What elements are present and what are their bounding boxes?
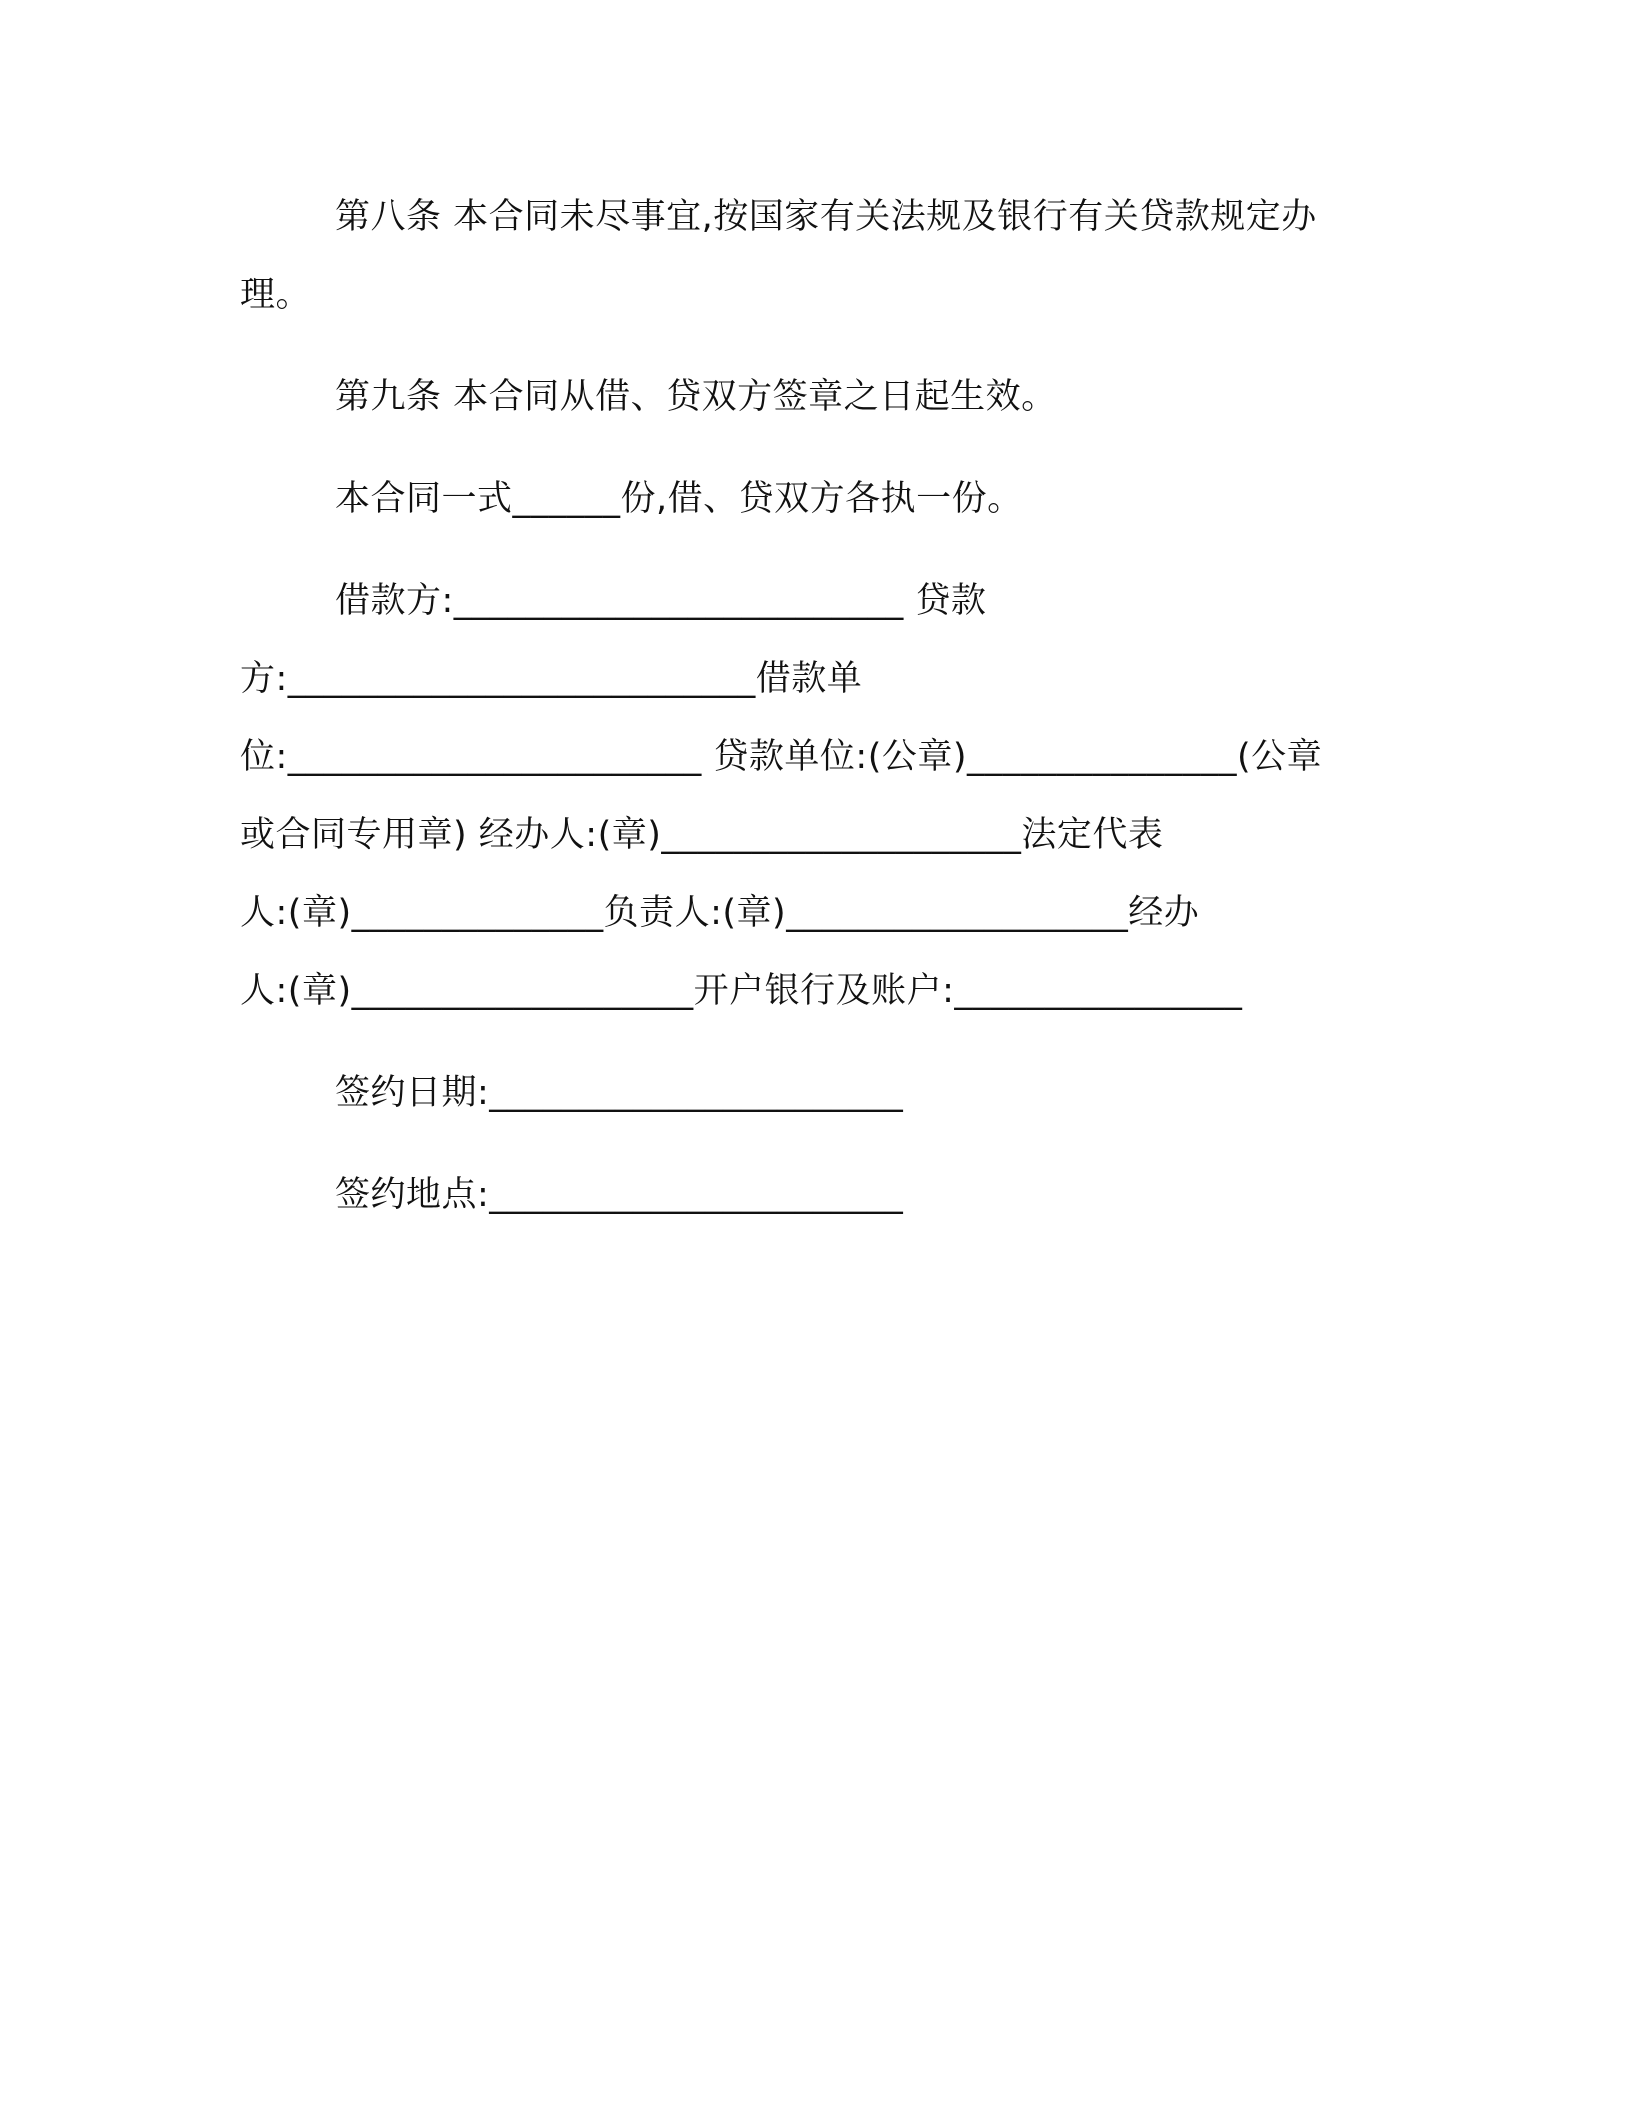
article-8-line-1: 第八条 本合同未尽事宜,按国家有关法规及银行有关贷款规定办: [335, 197, 1317, 237]
copies-clause: 本合同一式______份,借、贷双方各执一份。: [335, 479, 1023, 519]
signing-place-line: 签约地点:_______________________: [335, 1175, 904, 1215]
article-8-line-2: 理。: [240, 275, 312, 315]
handler-bank-line: 人:(章)___________________开户银行及账户:________________: [240, 971, 1243, 1011]
legal-rep-line: 人:(章)______________负责人:(章)___________________经办: [240, 893, 1200, 933]
seal-handler-line: 或合同专用章) 经办人:(章)____________________法定代表: [240, 815, 1164, 855]
borrower-line: 借款方:_________________________ 贷款: [335, 581, 987, 621]
contract-body: [240, 178, 1390, 1234]
lender-line: 方:__________________________借款单: [240, 659, 863, 699]
article-9: 第九条 本合同从借、贷双方签章之日起生效。: [335, 377, 1057, 417]
signing-date-line: 签约日期:_______________________: [335, 1073, 904, 1113]
borrower-unit-line: 位:_______________________ 贷款单位:(公章)_______________(公章: [240, 737, 1323, 777]
